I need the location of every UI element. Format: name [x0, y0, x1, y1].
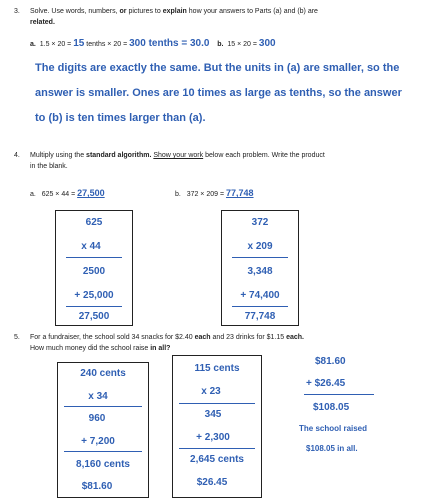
- q5-sum-total: $108.05: [313, 402, 350, 413]
- q5-number: 5.: [14, 334, 20, 341]
- q3-number: 3.: [14, 8, 20, 15]
- q5-snacks-partial-2: + 7,200: [81, 436, 115, 447]
- q5-snacks-multiplier: x 34: [88, 391, 108, 402]
- q5-drinks-total-cents: 2,645 cents: [190, 454, 244, 465]
- q5-drinks-multiplier: x 23: [201, 386, 221, 397]
- q5-drinks-partial-1: 345: [204, 409, 222, 420]
- q5-snacks-total-dollars: $81.60: [81, 481, 113, 492]
- q5-drinks-price: 115 cents: [194, 363, 240, 374]
- q4-prompt-text: Multiply using the: [30, 152, 85, 159]
- q5-snacks-rule-2: [64, 451, 142, 452]
- q4-a-multiplier: x 44: [81, 241, 101, 252]
- q3-prompt-explain: explain: [162, 8, 187, 15]
- q4-a-multiplicand: 625: [85, 217, 103, 228]
- q5-prompt-in-all: in all?: [150, 345, 171, 352]
- q5-prompt-text: How much money did the school raise: [30, 345, 149, 352]
- q5-prompt-each: each.: [286, 334, 304, 341]
- q4-a-partial-1: 2500: [82, 266, 106, 277]
- q4-a-partial-2: + 25,000: [74, 290, 114, 301]
- q5-drinks-work-box: [172, 355, 262, 498]
- q5-snacks-price: 240 cents: [80, 368, 126, 379]
- q5-drinks-rule-1: [179, 403, 255, 404]
- q4-prompt: [30, 152, 325, 159]
- q3-prompt-text: pictures to: [128, 8, 161, 15]
- q5-drinks-total-dollars: $26.45: [196, 477, 228, 488]
- q5-prompt-each: each: [194, 334, 211, 341]
- q5-conclusion-line-2: $108.05 in all.: [306, 444, 358, 453]
- q4-a-answer: 27,500: [77, 188, 105, 198]
- q3-a-answer-1: 15: [73, 38, 85, 49]
- q4-b-work-box: [221, 210, 299, 326]
- q4-b-expr: 372 × 209 =: [186, 191, 225, 198]
- q3-part-a: [30, 38, 276, 49]
- q5-snacks-partial-1: 960: [88, 413, 106, 424]
- q5-conclusion-line-1: The school raised: [299, 424, 368, 433]
- q4-b-rule-1: [232, 257, 288, 258]
- q5-sum-addend-2: + $26.45: [306, 378, 346, 389]
- q4-prompt-line-2: in the blank.: [30, 163, 68, 170]
- q4-a-rule-2: [66, 306, 122, 307]
- q4-number: 4.: [14, 152, 20, 159]
- q3-prompt: [30, 8, 318, 15]
- q4-b-answer: 77,748: [226, 188, 254, 198]
- q5-drinks-rule-2: [179, 448, 255, 449]
- q3-b-label: b.: [217, 41, 224, 48]
- q3-prompt-related: related.: [30, 19, 55, 26]
- q5-snacks-work-box: [57, 362, 149, 498]
- q4-b-partial-1: 3,348: [247, 266, 273, 277]
- q3-explanation-line-1: The digits are exactly the same. But the units in (a) are smaller, so the: [35, 62, 400, 74]
- q4-prompt-show-work: Show your work: [153, 152, 204, 159]
- q4-a-rule-1: [66, 257, 122, 258]
- q4-b-rule-2: [232, 306, 288, 307]
- q4-part-a: [30, 188, 105, 198]
- q4-b-label: b.: [175, 191, 181, 198]
- q4-a-work-box: [55, 210, 133, 326]
- q5-prompt-line-2: [30, 345, 170, 352]
- q4-a-label: a.: [30, 191, 36, 198]
- q3-a-answer-2: 300 tenths = 30.0: [129, 38, 210, 49]
- q3-b-answer: 300: [258, 38, 276, 49]
- q4-part-b: [175, 188, 254, 198]
- q3-a-expr: 1.5 × 20 =: [39, 41, 72, 48]
- q3-prompt-or: or: [119, 8, 127, 15]
- q5-sum-addend-1: $81.60: [315, 356, 346, 367]
- q3-prompt-text: Solve. Use words, numbers,: [30, 8, 118, 15]
- q4-b-multiplier: x 209: [247, 241, 273, 252]
- q3-a-mid: tenths × 20 =: [86, 41, 128, 48]
- q3-prompt-text: how your answers to Parts (a) and (b) are: [188, 8, 318, 15]
- q3-explanation-line-2: answer is smaller. Ones are 10 times as large as tenths, so the answer: [35, 87, 402, 99]
- q4-b-multiplicand: 372: [251, 217, 269, 228]
- q5-prompt-text: and 23 drinks for $1.15: [212, 334, 285, 341]
- q4-a-expr: 625 × 44 =: [41, 191, 76, 198]
- q5-prompt-text: For a fundraiser, the school sold 34 snacks for $2.40: [30, 334, 193, 341]
- q5-snacks-rule-1: [64, 406, 142, 407]
- q5-sum-rule: [304, 394, 374, 395]
- q3-b-expr: 15 × 20 =: [227, 41, 257, 48]
- q4-b-product: 77,748: [244, 311, 276, 322]
- q4-prompt-standard-algorithm: standard algorithm.: [86, 152, 152, 159]
- q4-prompt-text: below each problem. Write the product: [205, 152, 325, 159]
- q5-prompt: [30, 334, 304, 341]
- q3-a-label: a.: [30, 41, 36, 48]
- q5-drinks-partial-2: + 2,300: [196, 432, 230, 443]
- q3-explanation-line-3: to (b) is ten times larger than (a).: [35, 112, 206, 124]
- q5-snacks-total-cents: 8,160 cents: [76, 459, 130, 470]
- q4-b-partial-2: + 74,400: [240, 290, 280, 301]
- q4-a-product: 27,500: [78, 311, 110, 322]
